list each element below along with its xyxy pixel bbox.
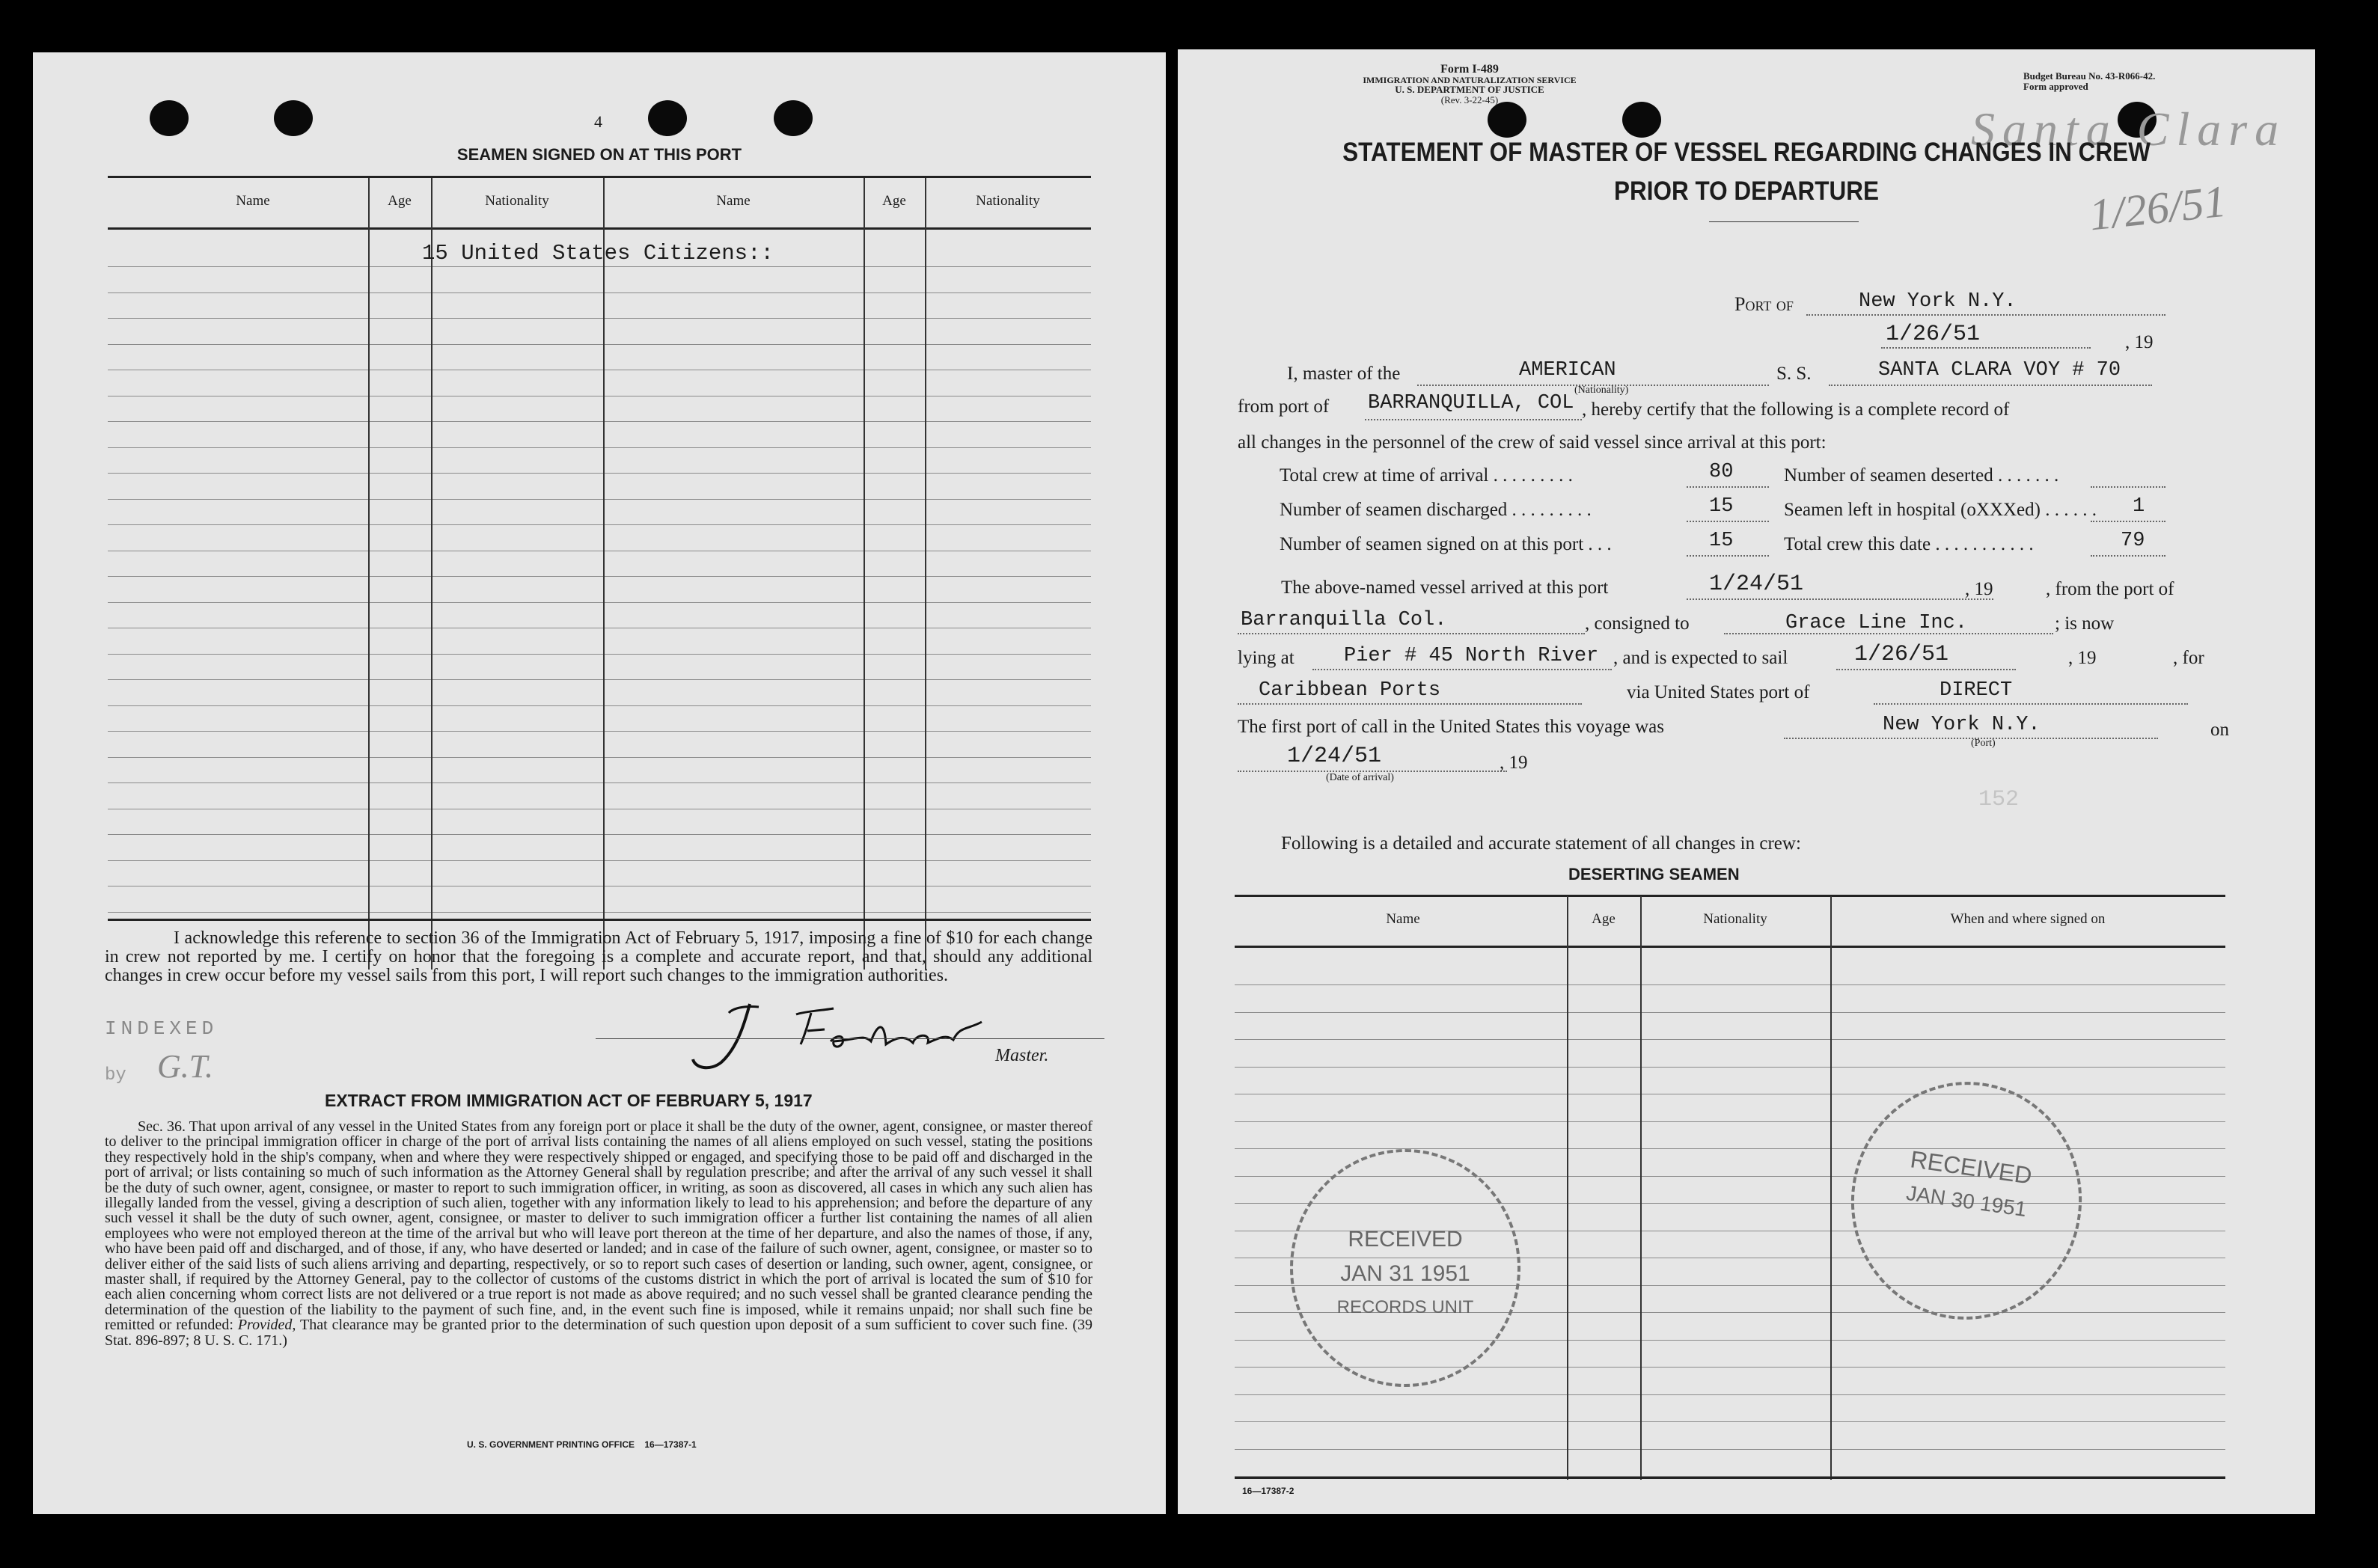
arrived-from-line [1238, 633, 1585, 634]
table-row-rule [108, 473, 1091, 474]
port-line [1806, 314, 2165, 316]
vessel-name: SANTA CLARA VOY # 70 [1878, 359, 2121, 382]
table-row-rule [1235, 1067, 2225, 1068]
master-of-label: I, master of the [1287, 364, 1401, 384]
following-text: Following is a detailed and accurate statement of all changes in crew: [1281, 833, 1801, 854]
punch-hole [150, 100, 189, 136]
table-header-rule [1235, 946, 2225, 948]
handwritten-date: 1/26/51 [2087, 176, 2229, 240]
table-row-rule [108, 602, 1091, 603]
column-divider [368, 178, 370, 970]
table-row-rule [1235, 1039, 2225, 1040]
punch-hole [648, 100, 687, 136]
page-title: SEAMEN SIGNED ON AT THIS PORT [456, 145, 742, 164]
column-header: Nationality [976, 193, 1040, 209]
first-port-label: The first port of call in the United States this voyage was [1238, 717, 1665, 737]
punch-hole [274, 100, 313, 136]
punch-hole [774, 100, 813, 136]
vessel-line [1829, 385, 2152, 386]
lying-at-label: lying at [1238, 648, 1295, 668]
table-row-rule [108, 912, 1091, 913]
signed-on-label: Number of seamen signed on at this port . . . [1280, 534, 1612, 554]
date-caption: (Date of arrival) [1326, 772, 1394, 783]
first-port-date: 1/24/51 [1287, 744, 1382, 769]
table-row-rule [108, 654, 1091, 655]
column-divider [1567, 896, 1568, 1480]
year-prefix: , 19 [2125, 332, 2154, 352]
left-page [33, 52, 1166, 1514]
indexed-initials: G.T. [157, 1048, 213, 1085]
deserted-label: Number of seamen deserted . . . . . . . [1784, 465, 2059, 486]
table-row-rule [108, 860, 1091, 861]
agency-line: IMMIGRATION AND NATURALIZATION SERVICE [1363, 75, 1577, 85]
port-value: New York N.Y. [1859, 290, 2017, 313]
consigned-label: , consigned to [1585, 613, 1690, 634]
faint-number: 152 [1978, 787, 2020, 812]
agency-line: U. S. DEPARTMENT OF JUSTICE [1395, 84, 1544, 95]
column-header: Age [388, 193, 412, 209]
form-title: STATEMENT OF MASTER OF VESSEL REGARDING CHANGES IN CREW [1342, 138, 2151, 167]
column-header: Name [1386, 911, 1420, 927]
column-header: Nationality [485, 193, 549, 209]
year-prefix: , 19 [1500, 753, 1528, 773]
punch-hole [1622, 102, 1661, 138]
first-port: New York N.Y. [1883, 714, 2041, 736]
arrived-from: Barranquilla Col. [1241, 609, 1447, 631]
column-header: When and where signed on [1950, 911, 2106, 927]
column-divider [431, 178, 432, 970]
left-footer: U. S. GOVERNMENT PRINTING OFFICE 16—17387-1 [467, 1439, 697, 1450]
via-label: via United States port of [1627, 682, 1810, 702]
column-divider [925, 178, 926, 970]
revision-line: (Rev. 3-22-45) [1440, 94, 1499, 105]
extract-text [105, 1119, 1092, 1348]
table-row-rule [108, 705, 1091, 706]
nationality-caption: (Nationality) [1574, 385, 1629, 396]
form-subtitle: PRIOR TO DEPARTURE [1613, 177, 1880, 206]
column-header: Name [236, 193, 270, 209]
port-label: Port of [1734, 293, 1794, 315]
column-header: Nationality [1703, 911, 1767, 927]
table-row-rule [108, 266, 1091, 267]
table-row-rule [108, 524, 1091, 525]
table-row-rule [108, 834, 1091, 835]
table-row-rule [108, 499, 1091, 500]
stamp-line: RECEIVED [1348, 1227, 1463, 1252]
hospital-count: 1 [2133, 495, 2145, 518]
table-row-rule [108, 318, 1091, 319]
stamp-line: RECEIVED [1908, 1145, 2034, 1189]
stamp-line: JAN 30 1951 [1904, 1180, 2029, 1222]
table-row-rule [108, 421, 1091, 422]
destination: Caribbean Ports [1259, 679, 1441, 702]
column-header: Age [882, 193, 906, 209]
table-row-rule [108, 344, 1091, 345]
table-header-rule [108, 227, 1091, 230]
received-stamp-port [1836, 1067, 2097, 1335]
table-row-rule [108, 757, 1091, 758]
column-divider [1640, 896, 1642, 1480]
discharged-count: 15 [1709, 495, 1734, 518]
column-divider [603, 178, 605, 970]
total-today-label: Total crew this date . . . . . . . . . . . [1784, 534, 2034, 554]
table-row-rule [108, 576, 1091, 577]
acknowledgement-text: I acknowledge this reference to section 36 of the Immigration Act of February 5, 1917, imposing a fine of $10 for each change in crew not reported by me. I certify on honor that the foregoing is a complete and accurate report, and that, should any additional changes in crew occur before my vessel sails from this port, I will report such changes to the immigration authorities. [105, 928, 1092, 985]
consignee: Grace Line Inc. [1785, 612, 1968, 634]
sail-date: 1/26/51 [1854, 642, 1949, 667]
table-top-rule [108, 176, 1091, 178]
sail-date-line [1836, 669, 2016, 670]
vessel-nationality: AMERICAN [1519, 359, 1616, 382]
from-port-label: from port of [1238, 396, 1330, 417]
seamen-entry: 15 United States Citizens:: [422, 241, 774, 266]
total-crew-arrival: 80 [1709, 461, 1734, 483]
table-row-rule [1235, 984, 2225, 985]
via-port: DIRECT [1940, 679, 2013, 702]
budget-line: Form approved [2023, 81, 2088, 92]
stat-line [1687, 555, 1769, 557]
lying-at-line [1312, 669, 1612, 670]
received-stamp-records [1290, 1149, 1520, 1387]
right-footer: 16—17387-2 [1242, 1486, 1295, 1496]
arrived-date: 1/24/51 [1709, 572, 1804, 597]
total-today-count: 79 [2121, 530, 2145, 552]
via-line [1874, 703, 2188, 705]
total-crew-arrival-label: Total crew at time of arrival . . . . . . . . . [1280, 465, 1573, 486]
signature-line [596, 1038, 1104, 1039]
column-divider [1830, 896, 1832, 1480]
table-row-rule [108, 679, 1091, 680]
stat-line [2091, 521, 2165, 522]
stamp-line: JAN 31 1951 [1340, 1261, 1470, 1286]
signed-on-count: 15 [1709, 530, 1734, 552]
table-bottom-rule [1235, 1477, 2225, 1479]
statement-date: 1/26/51 [1886, 322, 1981, 347]
column-header: Age [1592, 911, 1616, 927]
indexed-by-label: by [105, 1065, 126, 1085]
punch-hole [1488, 102, 1526, 138]
table-row-rule [1235, 1121, 2225, 1122]
extract-proviso: That clearance may be granted prior to the determination of such question upon deposit of a sum sufficient to cover such fine. (39 Stat. 896-897; 8 U. S. C. 171.) [105, 1317, 1092, 1349]
right-page [1178, 49, 2315, 1514]
extract-body: Sec. 36. That upon arrival of any vessel in the United States from any foreign port or place it shall be the duty of the owner, agent, consignee, or master thereof to deliver to the principal immigration officer in charge of the port of arrival lists containing the names of all aliens employed on such vessel, stating the positions they respectively hold in the ship's company, when and where they were respectively shipped or engaged, and specifying those to be paid off and discharged in the port of arrival; or lists containing so much of such information as the Attorney General shall by regulation prescribe; and after the arrival of any such vessel it shall be the duty of such owner, agent, consignee, or master to report to such immigration officer, in writing, as soon as discovered, all cases in which any such alien has illegally landed from the vessel, giving a description of such alien, together with any information likely to lead to his apprehension; and before the departure of any such vessel it shall be the duty of such owner, agent, consignee, or master to deliver to such immigration officer a further list containing the names of all alien employees who were not employed thereon at the time of the arrival but who will leave port thereon at the time of her departure, and also the names of those, if any, who have been paid off and discharged, and of those, if any, who have deserted or landed; and in case of the failure of such owner, agent, consignee, or master so to deliver either of the said lists of such aliens arriving and departing, respectively, or so to report such cases of desertion or landing, such owner, agent, consignee, or master shall, if required by the Attorney General, pay to the collector of customs of the customs district in which the port of arrival is located the sum of $10 for each alien concerning whom correct lists are not delivered or a true report is not made as above required; and no such vessel shall be granted clearance pending the determination of the question of the liability to the payment of such fine, and, in the event such fine is imposed, while it remains unpaid; nor shall such fine be remitted or refunded: [105, 1118, 1092, 1334]
destination-line [1238, 703, 1582, 705]
ss-label: S. S. [1776, 364, 1812, 384]
form-number: Form I-489 [1440, 63, 1499, 76]
certify-text: , hereby certify that the following is a complete record of [1582, 399, 2010, 420]
table-row-rule [108, 731, 1091, 732]
from-port-value: BARRANQUILLA, COL [1368, 392, 1574, 414]
extract-proviso-label: Provided, [237, 1317, 296, 1334]
table-top-rule [1235, 895, 2225, 897]
table-row-rule [1235, 1394, 2225, 1395]
year-prefix: , 19 [1965, 579, 1993, 599]
expected-label: , and is expected to sail [1613, 648, 1788, 668]
table-row-rule [1235, 1148, 2225, 1149]
table-row-rule [1235, 1449, 2225, 1450]
port-caption: (Port) [1971, 738, 1996, 749]
from-the-port-label: , from the port of [2046, 579, 2174, 599]
title-rule [1709, 221, 1859, 222]
page-number: 4 [594, 112, 602, 131]
stat-line [1687, 521, 1769, 522]
master-label: Master. [995, 1046, 1049, 1065]
budget-line: Budget Bureau No. 43-R066-42. [2023, 70, 2156, 82]
from-port-line [1365, 419, 1582, 420]
for-label: , for [2173, 648, 2204, 668]
date-line [1881, 347, 2091, 349]
stat-line [1687, 486, 1769, 488]
indexed-stamp: INDEXED [105, 1017, 218, 1040]
on-label: on [2210, 720, 2229, 740]
stat-line [2091, 486, 2165, 488]
table-row-rule [1235, 1421, 2225, 1422]
arrived-label: The above-named vessel arrived at this port [1281, 578, 1609, 598]
discharged-label: Number of seamen discharged . . . . . . . . . [1280, 500, 1592, 520]
extract-title: EXTRACT FROM IMMIGRATION ACT OF FEBRUARY 5, 1917 [325, 1091, 813, 1110]
table-row-rule [108, 447, 1091, 448]
is-now-label: ; is now [2055, 613, 2115, 634]
arrived-line [1687, 598, 1993, 600]
stamp-line: RECORDS UNIT [1336, 1297, 1474, 1317]
master-signature [684, 996, 998, 1079]
table-bottom-rule [108, 919, 1091, 921]
hospital-label: Seamen left in hospital (oXXXed) . . . . . . [1784, 500, 2097, 520]
column-header: Name [716, 193, 751, 209]
year-prefix: , 19 [2068, 648, 2097, 668]
handwritten-ship-name: Santa Clara [1971, 102, 2287, 156]
deserting-title: DESERTING SEAMEN [1568, 865, 1740, 883]
column-divider [864, 178, 865, 970]
certify-text-2: all changes in the personnel of the crew of said vessel since arrival at this port: [1238, 432, 1827, 453]
stat-line [2091, 555, 2165, 557]
table-row-rule [1235, 1012, 2225, 1013]
lying-at: Pier # 45 North River [1344, 645, 1599, 667]
